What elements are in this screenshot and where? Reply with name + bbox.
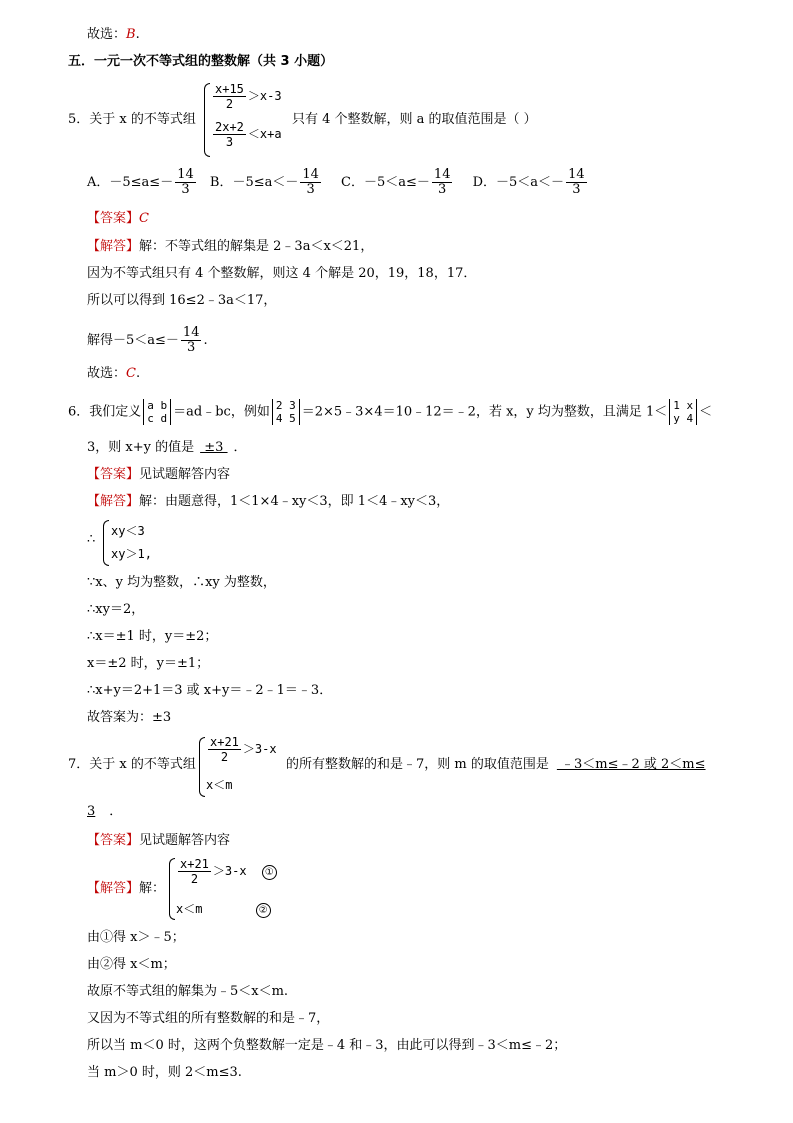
q6-answer: 【答案】见试题解答内容 (87, 467, 231, 482)
q7-solution-ineq-1: $\frac{x+21}{2}$ ＞3-x ① (176, 857, 277, 886)
q5-solution-3: 所以可以得到 16≤2﹣3a＜17， (87, 293, 277, 308)
q6-stem-line1: 6．我们定义 a b c d ＝ad﹣bc，例如 2 3 4 5 ＝2×5﹣3×4＝10﹣12＝﹣2，若 x，y 均为整数，且满足 1＜ 1 x y 4 ＜ (68, 399, 713, 425)
q7-inequality-2: x＜m (206, 778, 233, 792)
q6-determinant-def: a b c d (143, 399, 171, 425)
section-title: 五．一元一次不等式组的整数解（共 3 小题） (68, 54, 334, 69)
q6-therefore: ∴ (87, 532, 96, 547)
q7-line-3: 故原不等式组的解集为﹣5＜x＜m. (87, 984, 289, 999)
q6-system-1: xy＜3 (111, 524, 145, 538)
q6-determinant-condition: 1 x y 4 (669, 399, 697, 425)
q7-answer-blank-2[interactable]: 3 (87, 804, 96, 819)
q6-line-4: ∴xy＝2， (87, 602, 145, 617)
q7-stem-pre: 7．关于 x 的不等式组 (68, 757, 196, 772)
q5-option-b[interactable]: B．－5≤a＜－ $\frac{14}{3}$ (209, 167, 319, 197)
q7-stem-line2: 3 ． (87, 804, 123, 819)
q6-determinant-example: 2 3 4 5 (272, 399, 300, 425)
q5-brace (204, 83, 210, 157)
q5-solution-2: 因为不等式组只有 4 个整数解，则这 4 个解是 20，19，18，17． (87, 266, 477, 281)
q6-brace (103, 520, 109, 566)
q5-stem-pre: 5．关于 x 的不等式组 (68, 112, 196, 127)
q7-line-5: 所以当 m＜0 时，这两个负整数解一定是﹣4 和﹣3，由此可以得到﹣3＜m≤﹣2； (87, 1038, 567, 1053)
q5-answer: 【答案】C (87, 211, 149, 226)
q6-system-2: xy＞1, (111, 547, 152, 561)
q7-line-2: 由②得 x＜m； (87, 957, 176, 972)
q5-option-d[interactable]: D．－5＜a＜－ $\frac{14}{3}$ (472, 167, 585, 197)
q7-brace (199, 737, 205, 797)
q7-answer-blank-1[interactable]: ﹣3＜m≤﹣2 或 2＜m≤ (556, 757, 706, 772)
q6-line-6: x＝±2 时，y＝±1； (87, 656, 210, 671)
q5-solution-4: 解得－5＜a≤－ $\frac{14}{3}$ . (87, 325, 208, 355)
q6-line-8: 故答案为：±3 (87, 710, 172, 725)
q5-stem-post: 只有 4 个整数解，则 a 的取值范围是（ ） (292, 112, 537, 127)
q5-option-c[interactable]: C．－5＜a≤－ $\frac{14}{3}$ (341, 167, 451, 197)
q5-inequality-1: $\frac{x+15}{2}$ ＞x-3 (215, 82, 282, 111)
q6-line-3: ∵x、y 均为整数，∴xy 为整数， (87, 575, 276, 590)
q7-line-6: 当 m＞0 时，则 2＜m≤3. (87, 1065, 242, 1080)
q6-line-5: ∴x＝±1 时，y＝±2； (87, 629, 218, 644)
q7-inequality-1: $\frac{x+21}{2}$ ＞3-x (210, 735, 277, 764)
q6-answer-blank[interactable]: ±3 (200, 440, 228, 455)
q5-options (87, 168, 589, 197)
q5-solution-1: 【解答】解：不等式组的解集是 2﹣3a＜x＜21， (87, 239, 374, 254)
prev-choose-line: 故选：B. (87, 27, 140, 42)
q7-line-1: 由①得 x＞﹣5； (87, 930, 185, 945)
q7-answer: 【答案】见试题解答内容 (87, 833, 231, 848)
q6-line-7: ∴x+y＝2+1＝3 或 x+y＝﹣2﹣1＝﹣3． (87, 683, 333, 698)
q7-solution-label: 【解答】解： (87, 881, 166, 896)
q6-stem-line2: 3，则 x+y 的值是 ±3 ． (87, 440, 247, 455)
q7-solution-brace (169, 858, 175, 920)
circled-one-icon: ① (262, 865, 277, 880)
q5-option-a[interactable]: A．－5≤a≤－ $\frac{14}{3}$ (87, 167, 194, 197)
q7-solution-ineq-2: x＜m ② (176, 900, 271, 918)
q5-choose: 故选：C. (87, 366, 141, 381)
q7-line-4: 又因为不等式组的所有整数解的和是﹣7， (87, 1011, 330, 1026)
q5-inequality-2: $\frac{2x+2}{3}$ ＜x+a (215, 120, 282, 149)
q6-solution-1: 【解答】解：由题意得，1＜1×4﹣xy＜3，即 1＜4﹣xy＜3， (87, 494, 450, 509)
q7-stem-post: 的所有整数解的和是﹣7，则 m 的取值范围是 ﹣3＜m≤﹣2 或 2＜m≤ (286, 757, 706, 772)
circled-two-icon: ② (256, 903, 271, 918)
